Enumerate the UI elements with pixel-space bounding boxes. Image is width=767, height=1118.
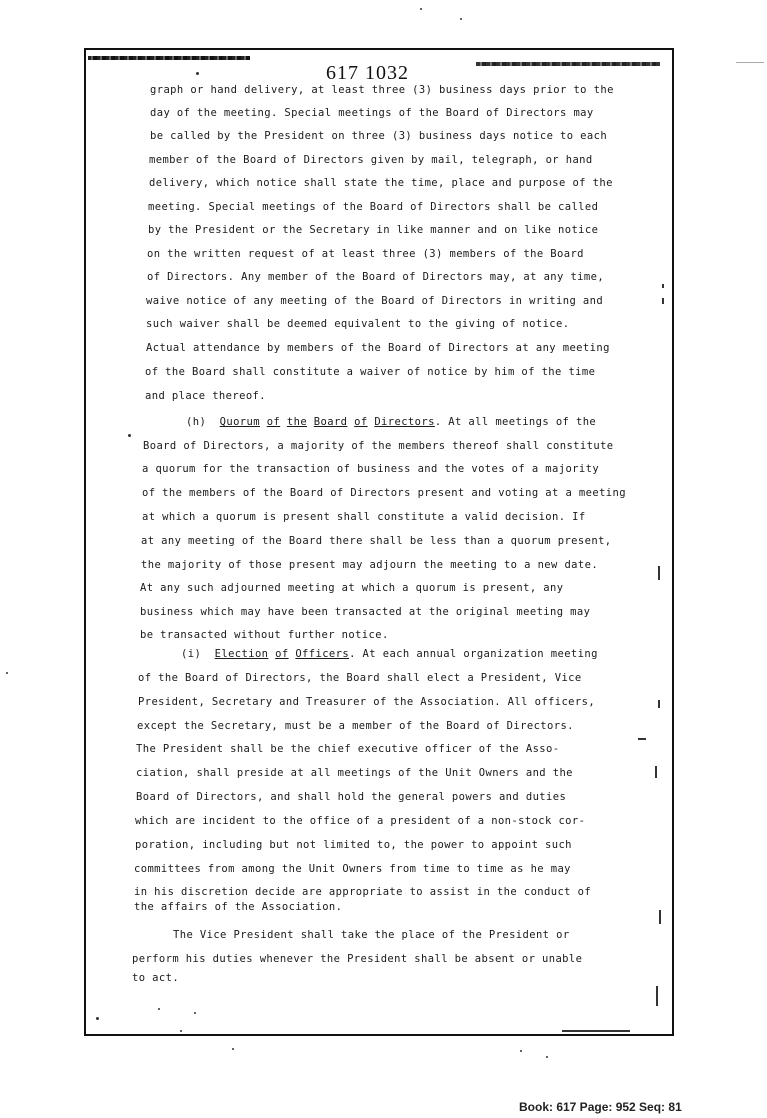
text-line: member of the Board of Directors given by mail, telegraph, or hand [149,154,593,166]
text-line: graph or hand delivery, at least three (3) business days prior to the [150,84,614,96]
scan-artifact-strip [88,56,250,60]
text-line: except the Secretary, must be a member of the Board of Directors. [137,720,574,732]
scan-artifact-strip [476,62,660,66]
text-line: be called by the President on three (3) business days notice to each [150,130,608,142]
scan-speck [96,1017,99,1020]
text-line: the affairs of the Association. [134,901,343,913]
scan-speck [180,1030,182,1032]
text-line: meeting. Special meetings of the Board of Directors shall be called [148,201,599,213]
section-heading-word: Officers [295,648,350,660]
section-heading-line [186,416,596,428]
margin-mark [562,1030,630,1032]
section-label: (h) [186,416,207,428]
text-line: perform his duties whenever the President shall be absent or unable [132,953,583,965]
scan-speck [420,8,422,10]
margin-mark [736,62,764,63]
scan-speck [460,18,462,20]
scan-speck [128,434,131,437]
margin-mark [658,566,660,580]
section-heading-line [181,648,598,660]
section-heading-word: of [266,416,281,428]
text-line: and place thereof. [145,390,266,402]
text-line: which are incident to the office of a president of a non-stock cor- [135,815,586,827]
margin-mark [662,298,664,304]
text-run: . At all meetings of the [434,416,597,428]
section-label: (i) [181,648,202,660]
section-heading-word: of [354,416,368,428]
scan-speck [232,1048,234,1050]
text-line: such waiver shall be deemed equivalent to the giving of notice. [146,318,570,330]
text-line: to act. [132,972,180,984]
scan-speck [546,1056,548,1058]
text-line: The President shall be the chief executive officer of the Asso- [136,743,560,755]
margin-mark [659,910,661,924]
scan-speck [6,672,8,674]
section-heading-word: the [286,416,308,428]
scan-speck [196,72,199,75]
text-line: President, Secretary and Treasurer of the Association. All officers, [138,696,596,708]
margin-mark [658,700,660,708]
scan-speck [194,1012,196,1014]
text-line: at which a quorum is present shall constitute a valid decision. If [142,511,586,523]
text-line: waive notice of any meeting of the Board of Directors in writing and [146,295,604,307]
scan-speck [520,1050,522,1052]
text-line: of the Board shall constitute a waiver of notice by him of the time [145,366,596,378]
scan-speck [158,1008,160,1010]
text-line: of Directors. Any member of the Board of Directors may, at any time, [147,271,605,283]
section-heading-word: Directors [374,416,435,428]
text-line: delivery, which notice shall state the time, place and purpose of the [149,177,613,189]
text-line: day of the meeting. Special meetings of the Board of Directors may [150,107,594,119]
text-line: Actual attendance by members of the Board of Directors at any meeting [146,342,610,354]
text-line: a quorum for the transaction of business and the votes of a majority [142,463,600,475]
margin-mark [662,284,664,288]
book-page-stamp: 617 1032 [326,62,409,84]
margin-mark [655,766,657,778]
section-heading-word: Board [313,416,348,428]
text-line: ciation, shall preside at all meetings of the Unit Owners and the [136,767,573,779]
text-line: of the Board of Directors, the Board shall elect a President, Vice [138,672,582,684]
margin-mark [656,986,658,1006]
text-line: by the President or the Secretary in like manner and on like notice [148,224,599,236]
text-line: in his discretion decide are appropriate to assist in the conduct of [134,886,592,898]
text-line: The Vice President shall take the place of the President or [173,929,570,941]
text-line: the majority of those present may adjourn the meeting to a new date. [141,559,599,571]
text-line: at any meeting of the Board there shall be less than a quorum present, [141,535,612,547]
text-line: business which may have been transacted at the original meeting may [140,606,591,618]
text-line: Board of Directors, a majority of the members thereof shall constitute [143,440,614,452]
text-line: At any such adjourned meeting at which a quorum is present, any [140,582,564,594]
text-line: on the written request of at least three (3) members of the Board [147,248,584,260]
book-page-seq-footer: Book: 617 Page: 952 Seq: 81 [519,1100,682,1114]
text-run: . At each annual organization meeting [349,648,598,660]
margin-mark [638,738,646,740]
text-line: committees from among the Unit Owners from time to time as he may [134,863,571,875]
section-heading-word: Election [214,648,269,660]
text-line: poration, including but not limited to, the power to appoint such [135,839,572,851]
text-line: be transacted without further notice. [140,629,389,641]
text-line: Board of Directors, and shall hold the general powers and duties [136,791,567,803]
text-line: of the members of the Board of Directors present and voting at a meeting [142,487,626,499]
section-heading-word: Quorum [219,416,260,428]
section-heading-word: of [275,648,289,660]
